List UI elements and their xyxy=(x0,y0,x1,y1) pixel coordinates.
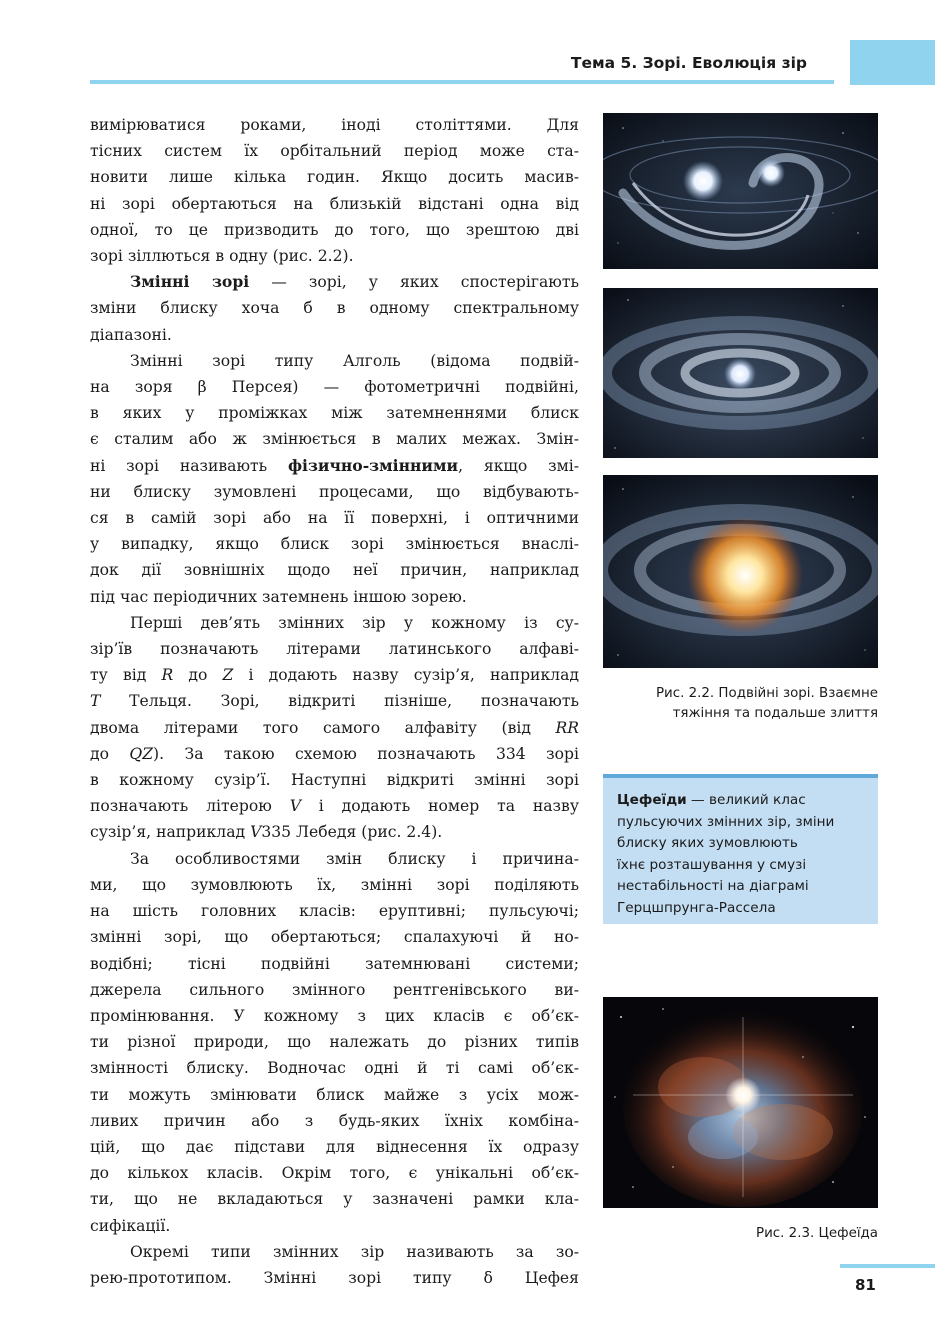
definition-term: Цефеїди xyxy=(617,792,687,808)
text-line: ні зорі обертаються на близькій відстані одна від xyxy=(90,194,579,213)
text-line: рею-прототипом. Змінні зорі типу δ Цефея xyxy=(90,1268,579,1287)
text-line: T Тельця. Зорі, відкриті пізніше, позначають xyxy=(90,692,579,711)
text-line: новити лише кілька годин. Якщо досить масив- xyxy=(90,168,579,187)
text-line: ливих причин або з будь-яких їхніх комбіна- xyxy=(90,1111,579,1130)
text-line: зміни блиску хоча б в одному спектральному xyxy=(90,299,579,318)
definition-line: Герцшпрунга-Рассела xyxy=(617,899,776,916)
definition-line: нестабільності на діаграмі xyxy=(617,878,809,894)
text-line: ту від R до Z і додають назву сузір’я, наприклад xyxy=(90,666,579,685)
definition-line: їхнє розташування у смузі xyxy=(617,856,807,873)
text-line: змінні зорі, що обертаються; спалахуючі й но- xyxy=(90,928,579,947)
text-line: у випадку, якщо блиск зорі змінюється внаслі- xyxy=(90,535,579,554)
text-line: в яких у проміжках між затемненнями блиск xyxy=(90,404,579,423)
main-text-column xyxy=(90,112,579,1291)
text-line: під час періодичних затемнень іншою зорею. xyxy=(90,587,467,606)
text-line: діапазоні. xyxy=(90,325,172,344)
text-line: до QZ). За такою схемою позначають 334 зорі xyxy=(90,744,579,763)
text-line: Перші дев’ять змінних зір у кожному із су- xyxy=(130,613,579,632)
text-line: Окремі типи змінних зір називають за зо- xyxy=(130,1242,579,1261)
text-line: ти, що не вкладаються у зазначені рамки кла- xyxy=(90,1190,579,1209)
running-header: Тема 5. Зорі. Еволюція зір xyxy=(570,54,807,72)
term-bold: фізично-змінними xyxy=(287,455,459,475)
text-line: За особливостями змін блиску і причина- xyxy=(130,849,579,868)
text-line: ся в самій зорі або на її поверхні, і оптичними xyxy=(90,509,579,528)
text-line: змінності блиску. Водночас одні й ті самі об’єк- xyxy=(90,1059,579,1078)
text-line: джерела сильного змінного рентгенівського ви- xyxy=(90,980,579,999)
header-rule xyxy=(90,80,834,84)
text-line: док дії зовнішніх щодо неї причин, наприклад xyxy=(90,561,579,580)
text-line: є сталим або ж змінюється в малих межах. Змін- xyxy=(90,430,579,449)
text-line: ти можуть змінювати блиск майже з усіх мож- xyxy=(90,1085,579,1104)
text-line: в кожному сузір’ї. Наступні відкриті змінні зорі xyxy=(90,771,579,790)
text-line: Змінні зорі — зорі, у яких спостерігають xyxy=(130,272,579,292)
cepheid-nebula-photo xyxy=(603,997,878,1208)
text-line: зір’їв позначають літерами латинського алфаві- xyxy=(90,640,579,659)
header-color-block xyxy=(850,40,935,85)
page-number: 81 xyxy=(855,1276,876,1294)
text-line: на зоря β Персея) — фотометричні подвійні, xyxy=(90,378,579,397)
text-line: цій, що дає підстави для віднесення їх одразу xyxy=(90,1137,579,1156)
figure-2-3-caption: Рис. 2.3. Цефеїда xyxy=(756,1226,878,1241)
figure-2-2-caption: Рис. 2.2. Подвійні зорі. Взаємне тяжіння та подальше злиття xyxy=(655,686,878,721)
text-line: промінювання. У кожному з цих класів є об’єк- xyxy=(90,1006,579,1025)
footer-rule xyxy=(840,1264,935,1268)
text-line: одної, то це призводить до того, що зрештою дві xyxy=(90,220,579,239)
term-bold: Змінні зорі xyxy=(130,272,250,292)
text-line: тісних систем їх орбітальний період може ста- xyxy=(90,142,579,161)
text-line: вимірюватися роками, іноді століттями. Для xyxy=(90,116,579,134)
text-line: зорі зіллються в одну (рис. 2.2). xyxy=(90,247,354,266)
binary-stars-photo-3 xyxy=(603,475,878,668)
text-line: ти різної природи, що належать до різних типів xyxy=(90,1033,579,1052)
definition-box: Цефеїди — великий клас пульсуючих змінних зір, зміни блиску яких зумовлюють їхнє розташування у смузі нестабільності на діаграмі Герцшпрунга-Рассела xyxy=(603,774,878,924)
text-line: водібні; тісні подвійні затемнювані системи; xyxy=(90,954,579,973)
text-line: сузір’я, наприклад V335 Лебедя (рис. 2.4). xyxy=(90,823,443,842)
text-line: до кількох класів. Окрім того, є унікальні об’єк- xyxy=(90,1164,579,1183)
text-line: позначають літерою V і додають номер та назву xyxy=(90,797,579,816)
text-line: Змінні зорі типу Алголь (відома подвій- xyxy=(130,351,579,370)
text-line: ні зорі називають фізично-змінними, якщо змі- xyxy=(90,455,579,475)
text-line: ми, що зумовлюють їх, змінні зорі поділяють xyxy=(90,875,579,894)
binary-stars-photo-1 xyxy=(603,113,878,269)
text-line: сифікації. xyxy=(90,1216,171,1235)
text-line: двома літерами того самого алфавіту (від RR xyxy=(90,718,579,737)
text-line: на шість головних класів: еруптивні; пульсуючі; xyxy=(90,902,579,921)
definition-line: блиску яких зумовлюють xyxy=(617,835,798,851)
binary-stars-photo-2 xyxy=(603,288,878,458)
definition-line: пульсуючих змінних зір, зміни xyxy=(617,813,835,830)
text-line: ни блиску зумовлені процесами, що відбувають- xyxy=(90,482,579,501)
